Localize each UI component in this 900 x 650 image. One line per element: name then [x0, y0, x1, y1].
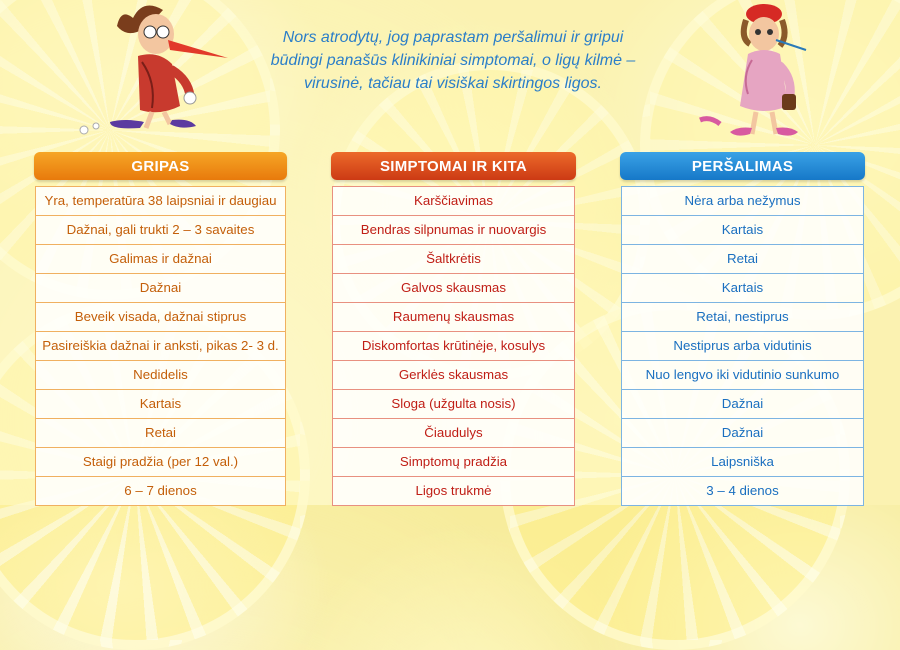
symptom-row: Čiaudulys [332, 419, 575, 448]
cold-row: 3 – 4 dienos [621, 477, 864, 506]
symptom-row: Simptomų pradžia [332, 448, 575, 477]
cold-row: Kartais [621, 216, 864, 245]
symptom-row: Diskomfortas krūtinėje, kosulys [332, 332, 575, 361]
cold-column [620, 152, 865, 506]
symptom-row: Gerklės skausmas [332, 361, 575, 390]
flu-column-header: GRIPAS [34, 152, 287, 180]
cold-row: Dažnai [621, 390, 864, 419]
cold-row: Laipsniška [621, 448, 864, 477]
cold-column-header: PERŠALIMAS [620, 152, 865, 180]
symptom-row: Bendras silpnumas ir nuovargis [332, 216, 575, 245]
flu-row: Dažnai [35, 274, 286, 303]
cold-row: Nuo lengvo iki vidutinio sunkumo [621, 361, 864, 390]
cold-row: Dažnai [621, 419, 864, 448]
flu-row: Dažnai, gali trukti 2 – 3 savaites [35, 216, 286, 245]
flu-row: Galimas ir dažnai [35, 245, 286, 274]
symptom-row: Raumenų skausmas [332, 303, 575, 332]
symptom-row: Ligos trukmė [332, 477, 575, 506]
flu-row: Retai [35, 419, 286, 448]
sick-woman-thermometer-cartoon [690, 0, 830, 145]
symptom-row: Karščiavimas [332, 186, 575, 216]
symptoms-column-header: SIMPTOMAI IR KITA [331, 152, 576, 180]
cold-row: Nėra arba nežymus [621, 186, 864, 216]
flu-column [34, 152, 287, 506]
cold-row: Retai, nestiprus [621, 303, 864, 332]
flu-row: Pasireiškia dažnai ir anksti, pikas 2- 3 d. [35, 332, 286, 361]
intro-text: Nors atrodytų, jog paprastam peršalimui ir gripui būdingi panašūs klinikiniai simptomai, o ligų kilmė – virusinė, tačiau tai visiškai skirtingos ligos. [270, 29, 636, 92]
symptoms-column [331, 152, 576, 506]
cold-row: Kartais [621, 274, 864, 303]
symptom-row: Sloga (užgulta nosis) [332, 390, 575, 419]
symptom-row: Šaltkrėtis [332, 245, 575, 274]
flu-row: 6 – 7 dienos [35, 477, 286, 506]
flu-row: Yra, temperatūra 38 laipsniai ir daugiau [35, 186, 286, 216]
symptoms-rows [332, 186, 575, 506]
sick-woman-cartoon [68, 0, 248, 140]
cold-row: Retai [621, 245, 864, 274]
flu-row: Kartais [35, 390, 286, 419]
flu-row: Staigi pradžia (per 12 val.) [35, 448, 286, 477]
flu-row: Nedidelis [35, 361, 286, 390]
cold-rows [621, 186, 864, 506]
flu-row: Beveik visada, dažnai stiprus [35, 303, 286, 332]
cold-row: Nestiprus arba vidutinis [621, 332, 864, 361]
symptom-row: Galvos skausmas [332, 274, 575, 303]
flu-rows [35, 186, 286, 506]
